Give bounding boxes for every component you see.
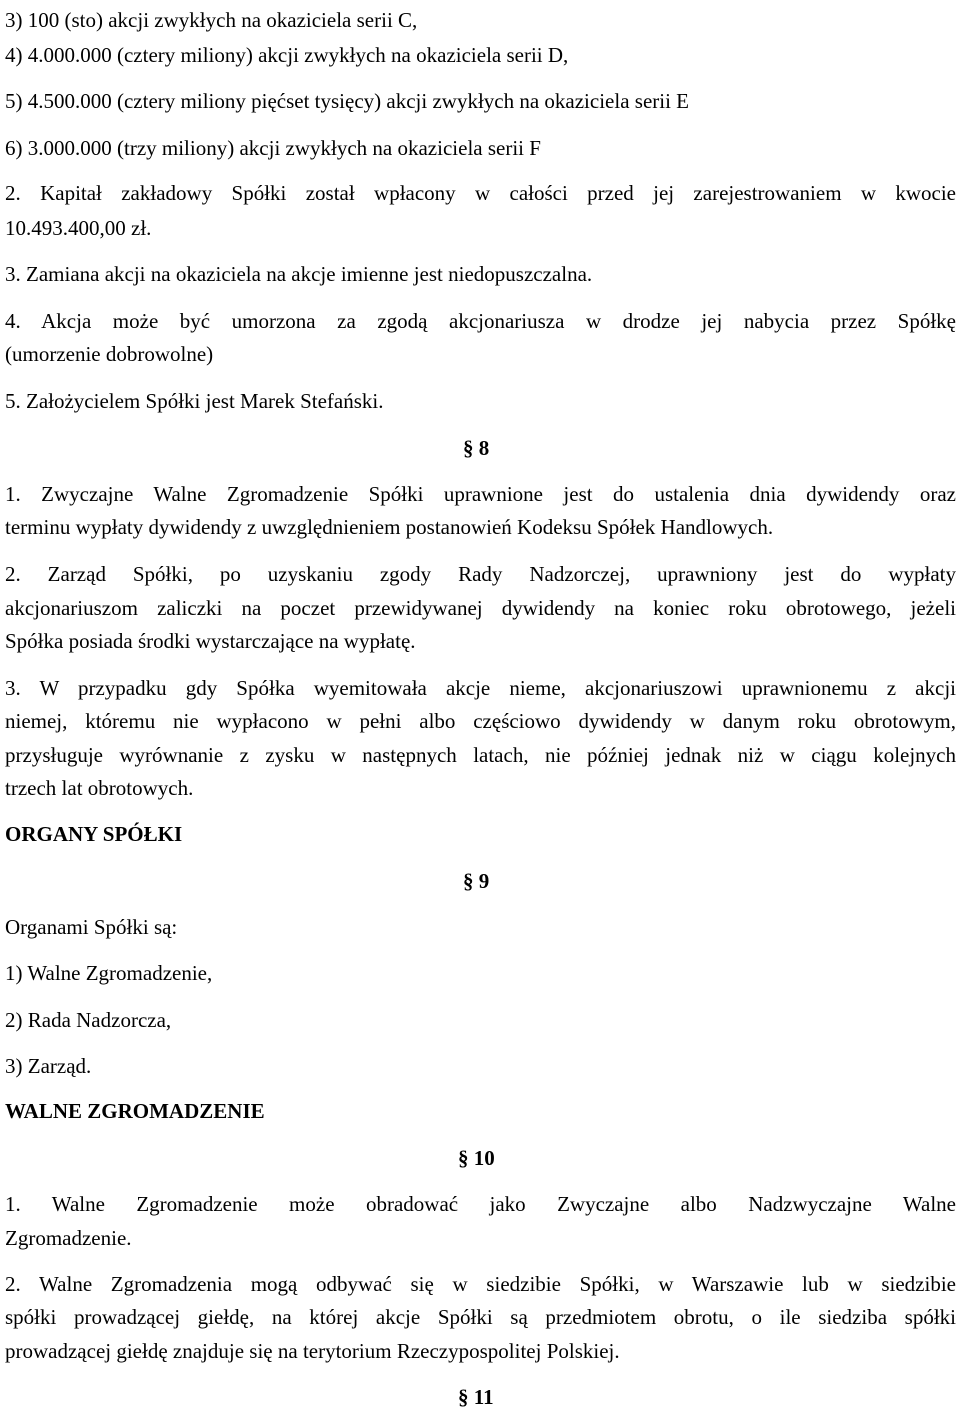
conversion-paragraph: 3. Zamiana akcji na okaziciela na akcje imienne jest niedopuszczalna. <box>5 262 593 286</box>
dividend-date-paragraph-line2: terminu wypłaty dywidendy z uwzględnieniem postanowień Kodeksu Spółek Handlowych. <box>5 515 774 539</box>
interim-dividend-paragraph-line2: akcjonariuszom zaliczki na poczet przewidywanej dywidendy na koniec roku obrotowego, jeżeli <box>5 596 956 620</box>
meeting-types-paragraph-line1: 1. Walne Zgromadzenie może obradować jako Zwyczajne albo Nadzwyczajne Walne <box>5 1192 956 1216</box>
interim-dividend-paragraph-line1: 2. Zarząd Spółki, po uzyskaniu zgody Rady Nadzorczej, uprawniony jest do wypłaty <box>5 562 956 586</box>
meeting-location-paragraph-line1: 2. Walne Zgromadzenia mogą odbywać się w siedzibie Spółki, w Warszawie lub w siedzibie <box>5 1272 956 1296</box>
section-9-heading: § 9 <box>463 869 490 893</box>
general-meeting-heading: WALNE ZGROMADZENIE <box>5 1099 265 1123</box>
dividend-date-paragraph-line1: 1. Zwyczajne Walne Zgromadzenie Spółki uprawnione jest do ustalenia dnia dywidendy oraz <box>5 482 956 506</box>
meeting-location-paragraph-line2: spółki prowadzącej giełdę, na której akcje Spółki są przedmiotem obrotu, o ile siedziba spółki <box>5 1305 956 1329</box>
capital-paragraph-line2: 10.493.400,00 zł. <box>5 216 152 240</box>
redemption-paragraph-line2: (umorzenie dobrowolne) <box>5 342 214 366</box>
silent-shares-paragraph-line3: przysługuje wyrównanie z zysku w następnych latach, nie później jednak niż w ciągu kolejnych <box>5 743 956 767</box>
share-series-d-item: 4) 4.000.000 (cztery miliony) akcji zwykłych na okaziciela serii D, <box>5 43 569 67</box>
organs-intro: Organami Spółki są: <box>5 915 178 939</box>
organ-supervisory-board-item: 2) Rada Nadzorcza, <box>5 1008 172 1032</box>
redemption-paragraph-line1: 4. Akcja może być umorzona za zgodą akcjonariusza w drodze jej nabycia przez Spółkę <box>5 309 956 333</box>
section-10-heading: § 10 <box>458 1146 495 1170</box>
founder-paragraph: 5. Założycielem Spółki jest Marek Stefański. <box>5 389 384 413</box>
silent-shares-paragraph-line4: trzech lat obrotowych. <box>5 776 194 800</box>
organ-general-meeting-item: 1) Walne Zgromadzenie, <box>5 961 213 985</box>
share-series-c-item: 3) 100 (sto) akcji zwykłych na okaziciela serii C, <box>5 8 418 32</box>
meeting-types-paragraph-line2: Zgromadzenie. <box>5 1226 132 1250</box>
section-8-heading: § 8 <box>463 436 490 460</box>
meeting-location-paragraph-line3: prowadzącej giełdę znajduje się na terytorium Rzeczypospolitej Polskiej. <box>5 1339 620 1363</box>
share-series-f-item: 6) 3.000.000 (trzy miliony) akcji zwykłych na okaziciela serii F <box>5 136 541 160</box>
silent-shares-paragraph-line2: niemej, któremu nie wypłacono w pełni albo częściowo dywidendy w danym roku obrotowym, <box>5 709 956 733</box>
organs-heading: ORGANY SPÓŁKI <box>5 822 183 846</box>
organ-management-board-item: 3) Zarząd. <box>5 1054 92 1078</box>
capital-paragraph-line1: 2. Kapitał zakładowy Spółki został wpłacony w całości przed jej zarejestrowaniem w kwocie <box>5 181 956 205</box>
section-11-heading: § 11 <box>458 1385 494 1409</box>
share-series-e-item: 5) 4.500.000 (cztery miliony pięćset tysięcy) akcji zwykłych na okaziciela serii E <box>5 89 690 113</box>
interim-dividend-paragraph-line3: Spółka posiada środki wystarczające na wypłatę. <box>5 629 416 653</box>
silent-shares-paragraph-line1: 3. W przypadku gdy Spółka wyemitowała akcje nieme, akcjonariuszowi uprawnionemu z akcji <box>5 676 956 700</box>
